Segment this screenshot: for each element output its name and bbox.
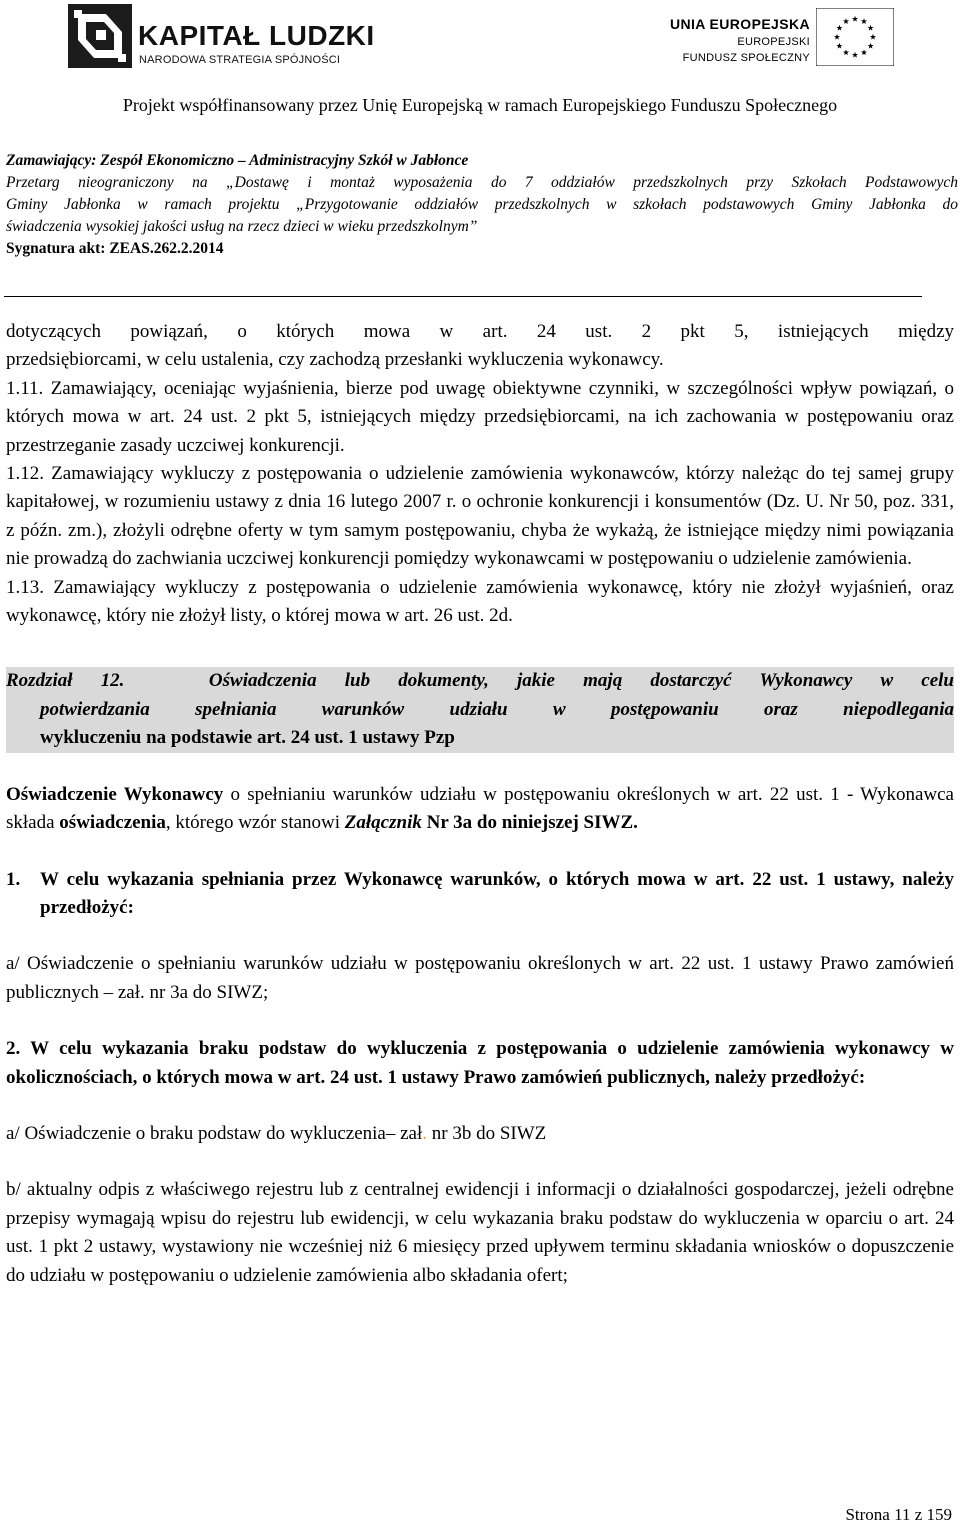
- contracting-authority: Zamawiający: Zespół Ekonomiczno – Administracyjny Szkół w Jabłonce: [6, 152, 469, 169]
- declaration-bold: Oświadczenie Wykonawcy: [6, 783, 224, 805]
- page-of: z: [910, 1505, 927, 1524]
- page-footer: [845, 1505, 952, 1525]
- item-2a-text: a/ Oświadczenie o braku podstaw do wykluczenia– zał: [6, 1122, 423, 1144]
- chapter-title-3: wykluczeniu na podstawie art. 24 ust. 1 ustawy Pzp: [40, 727, 455, 749]
- kapital-ludzki-logo: [68, 4, 375, 70]
- declaration-text2: , którego wzór stanowi: [165, 812, 345, 834]
- eu-flag-icon: [816, 8, 894, 66]
- kapital-ludzki-logo-icon: [68, 4, 132, 68]
- page-total: 159: [926, 1505, 952, 1524]
- item-1-heading: [6, 866, 954, 923]
- document-meta: [6, 150, 958, 260]
- declaration-italic: Załącznik: [344, 812, 422, 834]
- cofinancing-note: Projekt współfinansowany przez Unię Europejską w ramach Europejskiego Funduszu Społecznego: [122, 95, 838, 115]
- tender-title-line3: świadczenia wysokiej jakości usług na rzecz dzieci w wieku przedszkolnym”: [6, 218, 478, 235]
- case-signature: Sygnatura akt: ZEAS.262.2.2014: [6, 240, 224, 257]
- eu-logo-line3: FUNDUSZ SPOŁECZNY: [682, 52, 810, 64]
- kapital-ludzki-title: KAPITAŁ LUDZKI: [138, 20, 375, 51]
- tender-title-line1: Przetarg nieograniczony na „Dostawę i montaż wyposażenia do 7 oddziałów przedszkolnych przy Szkołach Podstawowych: [6, 174, 958, 191]
- paragraph-1-13: 1.13. Zamawiający wykluczy z postępowania o udzielenie zamówienia wykonawcę, który nie złożył wyjaśnień, oraz wykonawcę, który nie złożył listy, o której mowa w art. 26 ust. 2d.: [6, 576, 954, 627]
- paragraph-continuation-line2: przedsiębiorcami, w celu ustalenia, czy zachodzą przesłanki wykluczenia wykonawcy.: [6, 349, 664, 371]
- header-divider: [4, 296, 922, 297]
- paragraph-continuation-line1: dotyczących powiązań, o których mowa w art. 24 ust. 2 pkt 5, istniejących między: [6, 321, 954, 342]
- eu-logo: [626, 8, 894, 72]
- item-2b: b/ aktualny odpis z właściwego rejestru lub z centralnej ewidencji i informacji o działalności gospodarczej, jeżeli odrębne przepisy wymagają wpisu do rejestru lub ewidencji, w celu wykazania braku podstaw do wykluczenia w oparciu o art. 24 ust. 1 pkt 2 ustawy, wystawiony nie wcześniej niż 6 miesięcy przed upływem terminu składania wniosków o dopuszczenie do udziału w postępowaniu o udzielenie zamówienia albo składania ofert;: [6, 1179, 954, 1286]
- paragraph-1-11: 1.11. Zamawiający, oceniając wyjaśnienia, bierze pod uwagę obiektywne czynniki, w szczególności wpływ powiązań, o których mowa w art. 24 ust. 2 pkt 5, istniejących między przedsiębiorcami, na ich zachowania w postępowaniu oraz przestrzeganie zasady uczciwej konkurencji.: [6, 377, 954, 456]
- page-number: 11: [894, 1505, 911, 1524]
- item-1-text: W celu wykazania spełniania przez Wykonawcę warunków, o których mowa w art. 22 ust. 1 ustawy, należy przedłożyć:: [40, 868, 954, 918]
- contractor-declaration: [6, 781, 954, 838]
- item-1a: a/ Oświadczenie o spełnianiu warunków udziału w postępowaniu określonych w art. 22 ust. 1 ustawy Prawo zamówień publicznych – zał. nr 3a do SIWZ;: [6, 953, 954, 1003]
- document-body: [6, 318, 954, 1290]
- declaration-bold3: Nr 3a do niniejszej SIWZ.: [421, 812, 638, 834]
- declaration-text1: o spełnianiu warunków udziału w postępowaniu określonych w art. 22 ust. 1 - Wykonawca składa: [6, 783, 954, 834]
- item-2-heading: 2. W celu wykazania braku podstaw do wykluczenia z postępowania o udzielenie zamówienia wykonawcy w okolicznościach, o których mowa w art. 24 ust. 1 ustawy Prawo zamówień publicznych, należy przedłożyć:: [6, 1038, 954, 1088]
- item-2a: [6, 1120, 954, 1148]
- item-1-number: 1.: [6, 868, 21, 890]
- paragraph-1-12: 1.12. Zamawiający wykluczy z postępowania o udzielenie zamówienia wykonawców, którzy należąc do tej samej grupy kapitałowej, w rozumieniu ustawy z dnia 16 lutego 2007 r. o ochronie konkurencji i konsumentów (Dz. U. Nr 50, poz. 331, z późn. zm.), złożyli odrębne oferty w tym samym postępowaniu, chyba że wykażą, że istniejące między nimi powiązania nie prowadzą do zachwiania uczciwej konkurencji pomiędzy wykonawcami w postępowaniu o udzielenie zamówienia.: [6, 463, 954, 570]
- eu-logo-line1: UNIA EUROPEJSKA: [669, 16, 810, 32]
- page-prefix: Strona: [845, 1505, 895, 1524]
- declaration-bold2: oświadczenia: [59, 812, 166, 834]
- kapital-ludzki-subtitle: NARODOWA STRATEGIA SPÓJNOŚCI: [139, 54, 341, 66]
- item-2a-dot: .: [422, 1122, 428, 1144]
- chapter-title-1: Oświadczenia lub dokumenty, jakie mają dostarczyć Wykonawcy w celu: [208, 670, 955, 692]
- chapter-title-2: potwierdzania spełniania warunków udziału w postępowaniu oraz niepodlegania: [40, 698, 954, 720]
- item-2a-post: nr 3b do SIWZ: [427, 1122, 547, 1144]
- eu-logo-line2: EUROPEJSKI: [737, 36, 810, 48]
- tender-title-line2: Gminy Jabłonka w ramach projektu „Przygotowanie oddziałów przedszkolnych w szkołach podstawowych Gminy Jabłonka do: [6, 196, 958, 213]
- chapter-heading-line1: [6, 667, 954, 695]
- chapter-12-heading: [6, 667, 954, 752]
- chapter-label: Rozdział 12.: [6, 670, 125, 692]
